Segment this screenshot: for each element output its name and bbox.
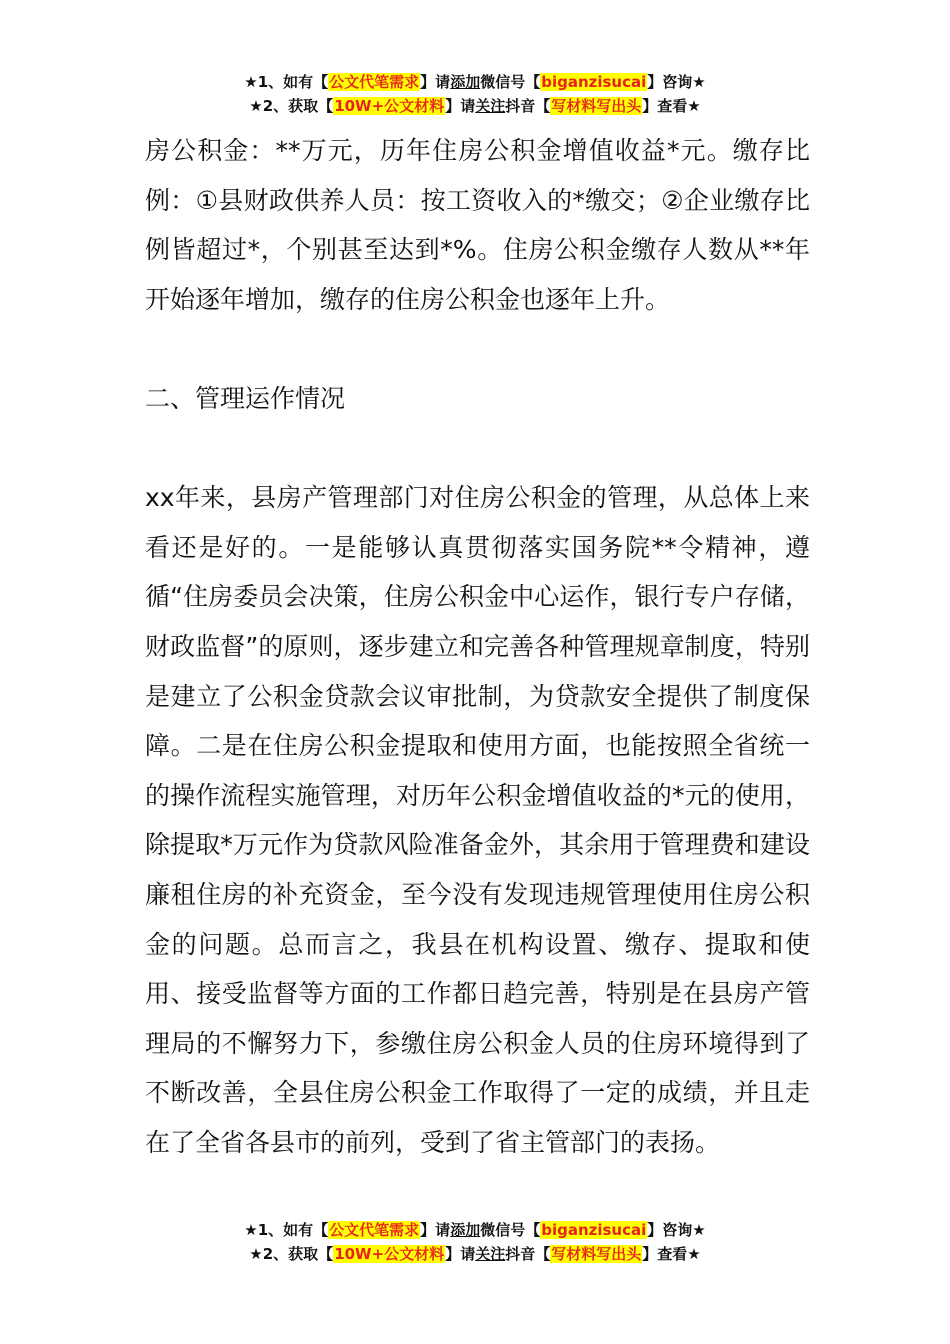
banner-text: 】请 <box>445 1245 476 1263</box>
banner-text: 】咨询★ <box>647 1221 706 1239</box>
banner-highlight: biganzisucai <box>541 1221 647 1239</box>
banner-text: ★2、获取【 <box>249 1245 334 1263</box>
banner-text: ★1、如有【 <box>244 1221 329 1239</box>
body-paragraph-1: 房公积金：**万元，历年住房公积金增值收益*元。缴存比例：①县财政供养人员：按工资收入的*缴交；②企业缴存比例皆超过*，个别甚至达到*%。住房公积金缴存人数从**年开始逐年增加，缴存的住房公积金也逐年上升。 <box>145 136 810 314</box>
banner-highlight: 公文代笔需求 <box>329 1221 420 1239</box>
banner-text: 抖音【 <box>505 1245 551 1263</box>
banner-highlight: 10W+公文材料 <box>334 1245 445 1263</box>
banner-text: 抖音【 <box>505 97 551 115</box>
banner-text: 】请 <box>420 73 451 91</box>
banner-text: 】请 <box>445 97 476 115</box>
banner-underlined-text: 添加 <box>450 1221 481 1239</box>
banner-text: 】咨询★ <box>647 73 706 91</box>
header-banner-line-2 <box>0 94 950 118</box>
banner-text: 微信号【 <box>480 1221 541 1239</box>
banner-underlined-text: 关注 <box>475 1245 506 1263</box>
banner-highlight: 10W+公文材料 <box>334 97 445 115</box>
banner-highlight: 公文代笔需求 <box>329 73 420 91</box>
banner-text: 微信号【 <box>480 73 541 91</box>
paragraph-spacer <box>145 424 810 474</box>
banner-highlight: biganzisucai <box>541 73 647 91</box>
banner-text: ★1、如有【 <box>244 73 329 91</box>
banner-highlight: 写材料写出头 <box>551 97 642 115</box>
banner-text: 】查看★ <box>642 97 701 115</box>
document-body <box>145 126 810 1167</box>
banner-text: 】查看★ <box>642 1245 701 1263</box>
paragraph-spacer <box>145 324 810 374</box>
section-heading: 二、管理运作情况 <box>145 383 346 413</box>
body-paragraph-2: xx年来，县房产管理部门对住房公积金的管理，从总体上来看还是好的。一是能够认真贯彻落实国务院**令精神，遵循“住房委员会决策，住房公积金中心运作，银行专户存储，财政监督”的原则，逐步建立和完善各种管理规章制度，特别是建立了公积金贷款会议审批制，为贷款安全提供了制度保障。二是在住房公积金提取和使用方面，也能按照全省统一的操作流程实施管理，对历年公积金增值收益的*元的使用，除提取*万元作为贷款风险准备金外，其余用于管理费和建设廉租住房的补充资金，至今没有发现违规管理使用住房公积金的问题。总而言之，我县在机构设置、缴存、提取和使用、接受监督等方面的工作都日趋完善，特别是在县房产管理局的不懈努力下，参缴住房公积金人员的住房环境得到了不断改善，全县住房公积金工作取得了一定的成绩，并且走在了全省各县市的前列，受到了省主管部门的表扬。 <box>145 483 810 1157</box>
banner-underlined-text: 添加 <box>450 73 481 91</box>
banner-text: 】请 <box>420 1221 451 1239</box>
footer-banner-line-2 <box>0 1242 950 1266</box>
banner-text: ★2、获取【 <box>249 97 334 115</box>
header-banner-line-1 <box>0 70 950 94</box>
banner-highlight: 写材料写出头 <box>551 1245 642 1263</box>
footer-banner-line-1 <box>0 1218 950 1242</box>
footer-banner <box>0 1218 950 1266</box>
header-banner <box>0 70 950 118</box>
banner-underlined-text: 关注 <box>475 97 506 115</box>
